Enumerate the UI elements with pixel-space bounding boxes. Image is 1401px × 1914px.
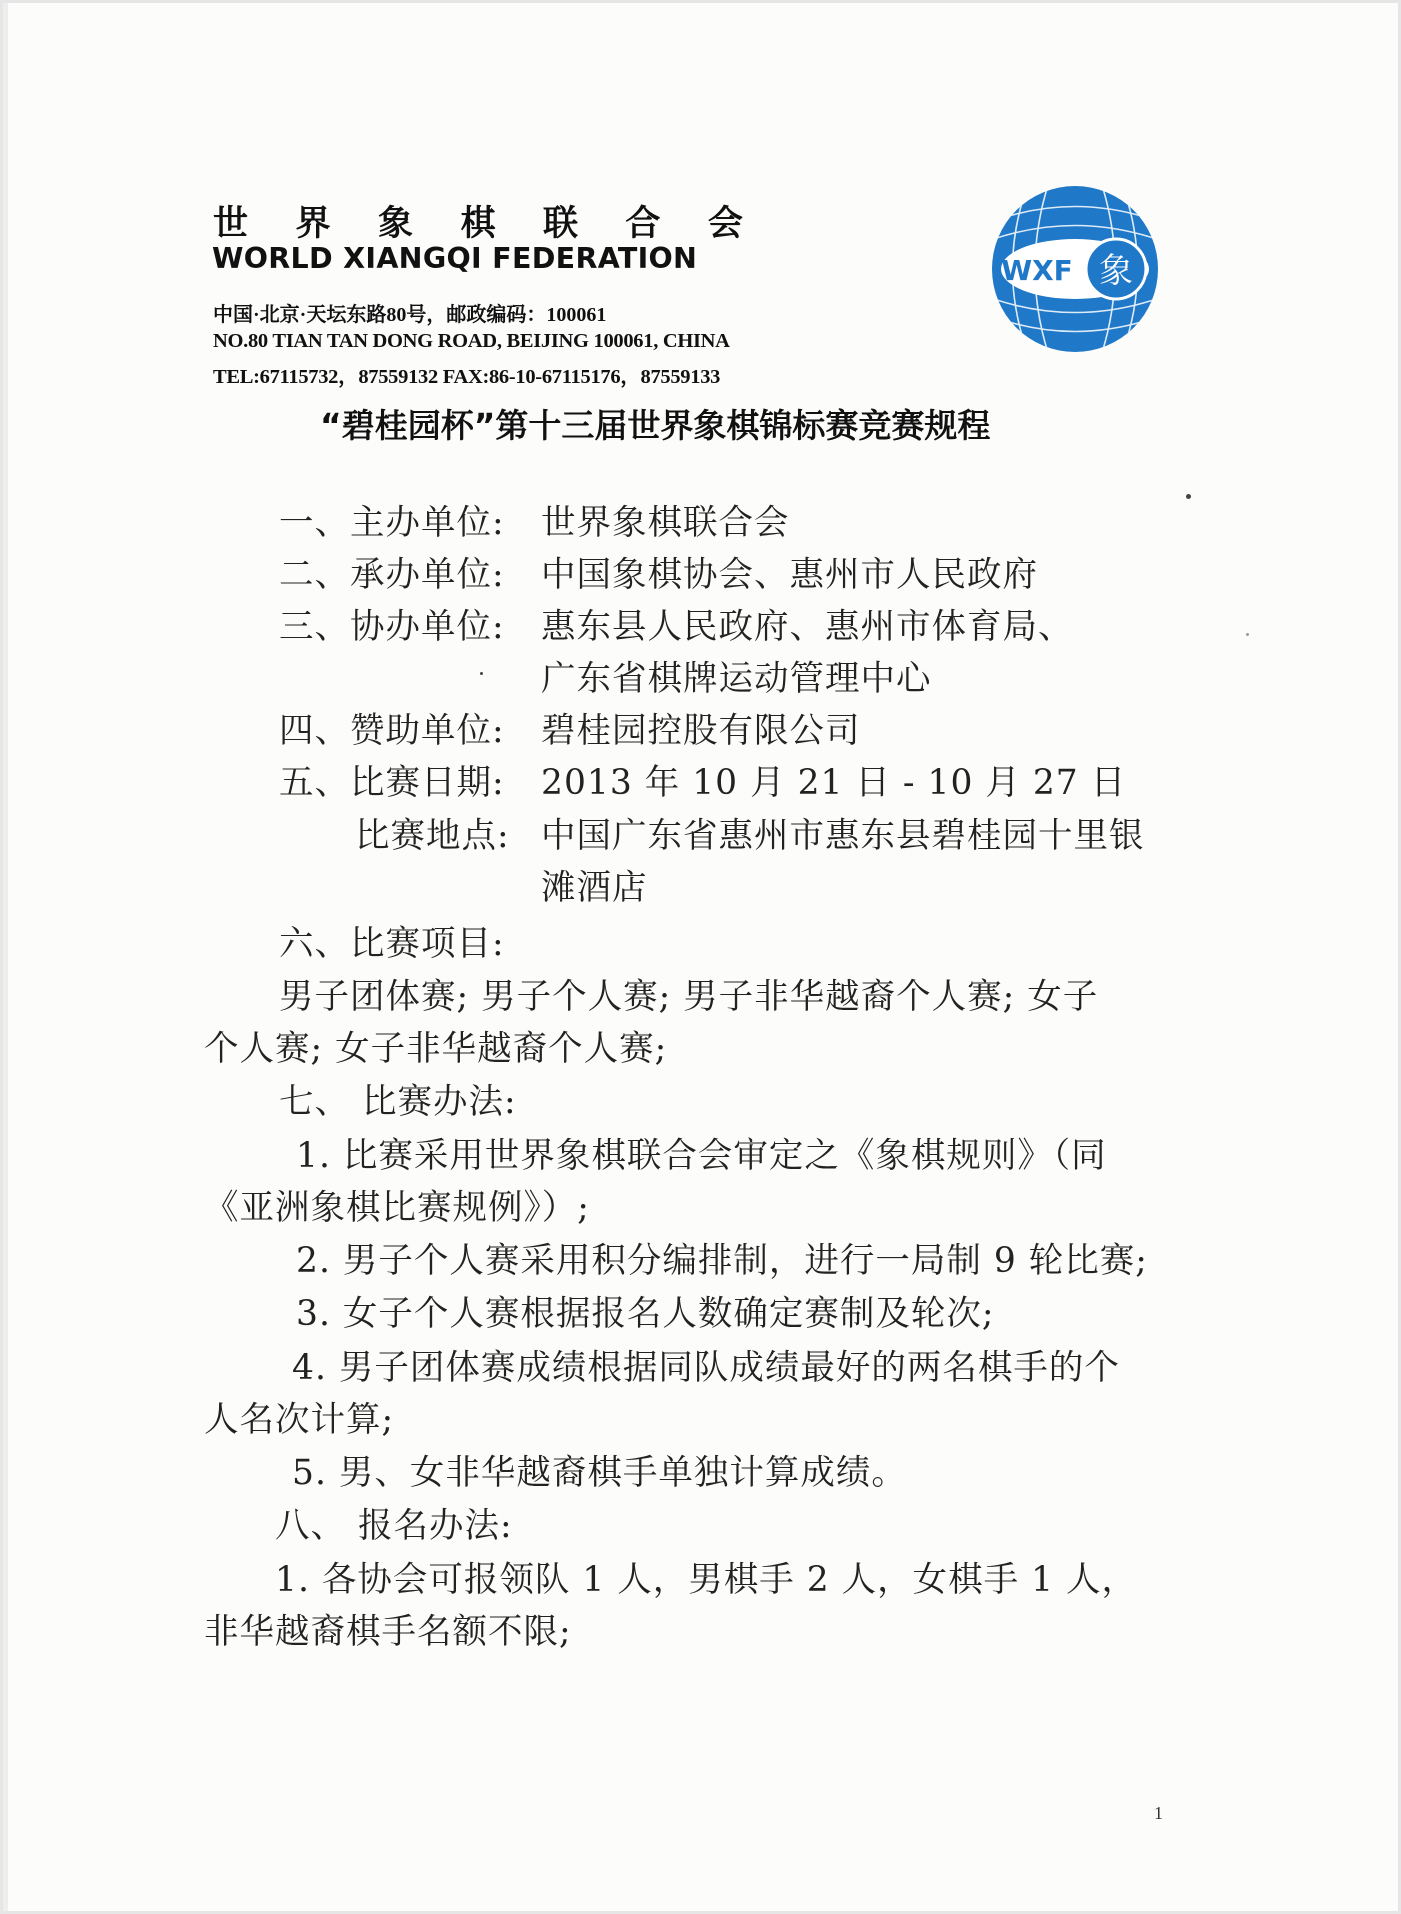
method-item: 5. 男、女非华越裔棋手单独计算成绩。	[292, 1453, 907, 1493]
register-item: 1. 各协会可报领队 1 人，男棋手 2 人，女棋手 1 人，	[275, 1560, 1138, 1600]
logo-text: WXF	[1001, 254, 1073, 287]
page-number: 1	[1154, 1803, 1163, 1823]
method-item: 《亚洲象棋比赛规例》）;	[204, 1188, 590, 1228]
org-char: 世	[213, 204, 249, 244]
address-chinese: 中国·北京·天坛东路80号，邮政编码：100061	[213, 304, 607, 326]
events-heading: 六、比赛项目:	[279, 924, 505, 964]
address-english: NO.80 TIAN TAN DONG ROAD, BEIJING 100061, CHINA	[213, 330, 730, 352]
register-item: 非华越裔棋手名额不限;	[204, 1612, 572, 1652]
section-label: 四、赞助单位:	[279, 711, 505, 751]
org-char: 界	[295, 204, 331, 244]
method-item: 3. 女子个人赛根据报名人数确定赛制及轮次;	[296, 1294, 995, 1334]
section-venue	[355, 816, 1145, 856]
section-venue-cont	[355, 868, 648, 908]
events-line: 男子团体赛; 男子个人赛; 男子非华越裔个人赛; 女子	[279, 977, 1099, 1017]
tel-fax: TEL:67115732，87559132 FAX:86-10-67115176，87559133	[213, 366, 721, 388]
section-text: 中国广东省惠州市惠东县碧桂园十里银	[541, 816, 1145, 856]
section-text: 滩酒店	[541, 868, 648, 908]
section-text: 2013 年 10 月 21 日 - 10 月 27 日	[541, 763, 1127, 803]
section-label: 三、协办单位:	[279, 607, 505, 647]
section-co-organizer-cont	[279, 659, 932, 699]
logo-glyph: 象	[1099, 251, 1133, 291]
section-text: 广东省棋牌运动管理中心	[541, 659, 932, 699]
scan-speck	[1246, 633, 1249, 636]
section-label: 五、比赛日期:	[279, 763, 505, 803]
org-char: 会	[707, 204, 743, 244]
section-label: 比赛地点:	[355, 816, 510, 856]
method-item: 4. 男子团体赛成绩根据同队成绩最好的两名棋手的个	[292, 1348, 1120, 1388]
org-char: 棋	[460, 204, 496, 244]
method-item: 1. 比赛采用世界象棋联合会审定之《象棋规则》（同	[296, 1136, 1107, 1176]
section-dates	[279, 763, 1126, 803]
method-item: 2. 男子个人赛采用积分编排制，进行一局制 9 轮比赛;	[296, 1241, 1148, 1281]
section-text: 中国象棋协会、惠州市人民政府	[541, 555, 1038, 595]
events-line: 个人赛; 女子非华越裔个人赛;	[204, 1029, 668, 1069]
org-char: 象	[377, 204, 413, 244]
org-char: 合	[625, 204, 661, 244]
scan-speck	[1186, 494, 1191, 499]
section-text: 惠东县人民政府、惠州市体育局、	[541, 607, 1074, 647]
method-heading: 七、 比赛办法:	[279, 1082, 517, 1122]
section-label: 一、主办单位:	[279, 503, 505, 543]
section-organizer	[279, 503, 790, 543]
section-sponsor	[279, 711, 861, 751]
org-name-english: WORLD XIANGQI FEDERATION	[212, 242, 698, 275]
section-label: 二、承办单位:	[279, 555, 505, 595]
register-heading: 八、 报名办法:	[275, 1506, 513, 1546]
section-text: 碧桂园控股有限公司	[541, 711, 861, 751]
scan-speck	[480, 672, 483, 675]
section-text: 世界象棋联合会	[541, 503, 790, 543]
org-char: 联	[542, 204, 578, 244]
section-co-organizer	[279, 607, 1074, 647]
wxf-logo-icon	[990, 184, 1160, 354]
section-host	[279, 555, 1038, 595]
org-name-chinese	[213, 196, 743, 246]
document-title: “碧桂园杯”第十三届世界象棋锦标赛竞赛规程	[320, 406, 991, 445]
method-item: 人名次计算;	[204, 1400, 395, 1440]
